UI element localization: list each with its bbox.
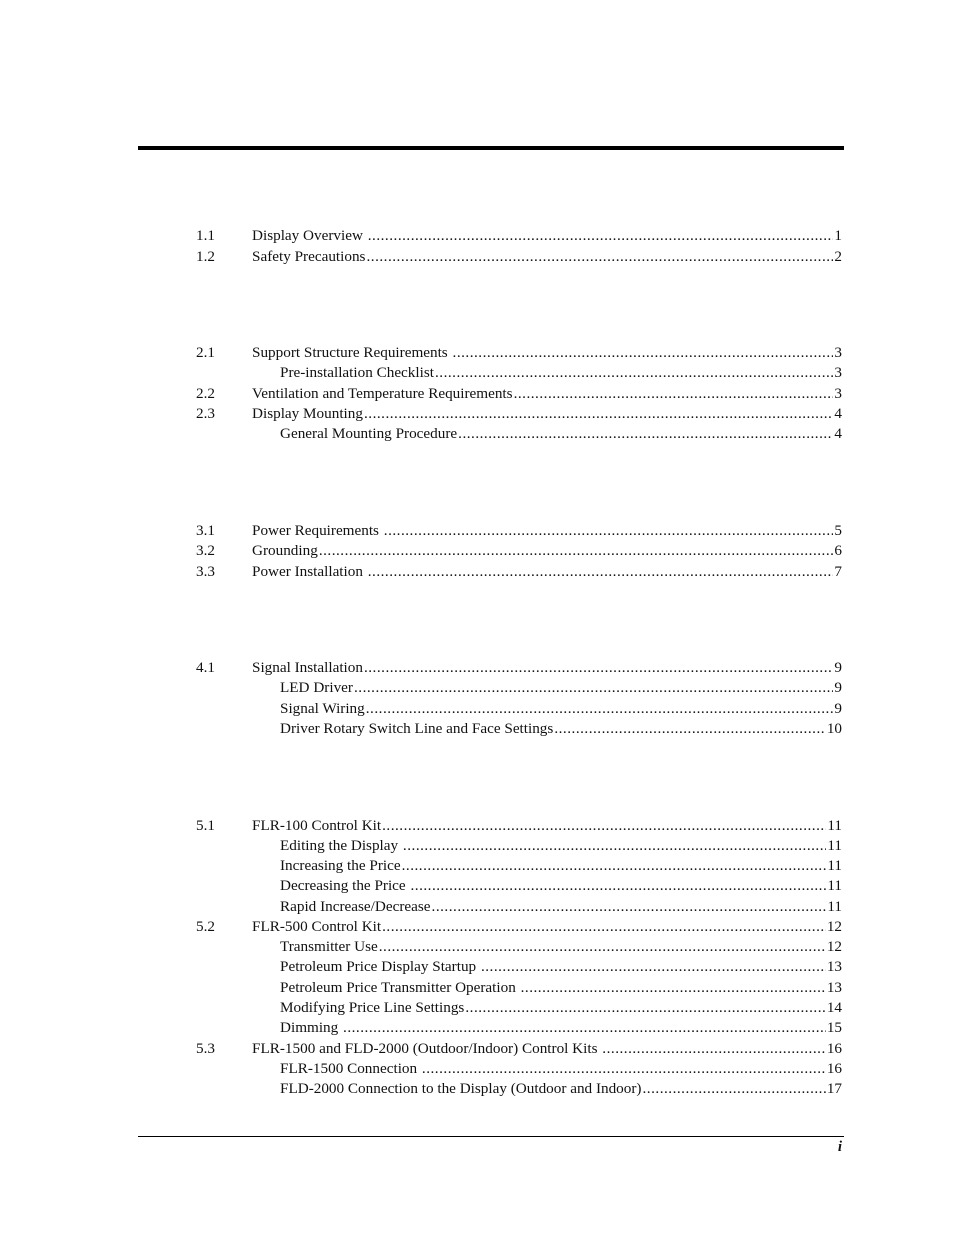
toc-entry-page: 9 bbox=[834, 659, 842, 676]
toc-entry-row bbox=[280, 897, 842, 917]
toc-entry-row bbox=[280, 719, 842, 739]
toc-entry-title: Dimming bbox=[280, 1019, 343, 1036]
toc-entry-title: Modifying Price Line Settings bbox=[280, 999, 465, 1016]
toc-entry-number: 4.1 bbox=[196, 659, 215, 676]
toc-entry[interactable] bbox=[196, 1079, 842, 1099]
toc-entry-title: Pre-installation Checklist bbox=[280, 364, 434, 381]
toc-entry-row bbox=[252, 541, 842, 561]
toc-entry[interactable] bbox=[196, 521, 842, 541]
toc-entry[interactable] bbox=[196, 937, 842, 957]
toc-entry[interactable] bbox=[196, 658, 842, 678]
toc-entry-row bbox=[280, 1018, 842, 1038]
toc-dot-leader bbox=[481, 957, 826, 977]
toc-dot-leader bbox=[602, 1039, 826, 1059]
toc-dot-leader bbox=[402, 856, 827, 876]
toc-entry-title: Display Mounting bbox=[252, 405, 363, 422]
toc-entry-number: 3.2 bbox=[196, 542, 215, 559]
toc-entry-number: 5.3 bbox=[196, 1040, 215, 1057]
toc-entry[interactable] bbox=[196, 1018, 842, 1038]
toc-entry-row bbox=[280, 699, 842, 719]
toc-entry[interactable] bbox=[196, 562, 842, 582]
toc-entry[interactable] bbox=[196, 816, 842, 836]
toc-dot-leader bbox=[364, 658, 833, 678]
toc-entry-page: 4 bbox=[834, 425, 842, 442]
toc-dot-leader bbox=[465, 998, 825, 1018]
toc-dot-leader bbox=[410, 876, 826, 896]
toc-dot-leader bbox=[354, 678, 833, 698]
toc-entry[interactable] bbox=[196, 363, 842, 383]
toc-dot-leader bbox=[458, 424, 833, 444]
toc-entry[interactable] bbox=[196, 998, 842, 1018]
toc-dot-leader bbox=[366, 247, 833, 267]
toc-dot-leader bbox=[382, 917, 826, 937]
toc-dot-leader bbox=[343, 1018, 826, 1038]
toc-dot-leader bbox=[368, 562, 834, 582]
toc-entry-page: 16 bbox=[826, 1060, 842, 1077]
toc-entry-row bbox=[252, 658, 842, 678]
toc-entry[interactable] bbox=[196, 719, 842, 739]
toc-entry-title: Ventilation and Temperature Requirements bbox=[252, 385, 513, 402]
toc-entry[interactable] bbox=[196, 957, 842, 977]
toc-entry-title: Petroleum Price Display Startup bbox=[280, 958, 480, 975]
toc-entry[interactable] bbox=[196, 897, 842, 917]
toc-entry-row bbox=[280, 856, 842, 876]
toc-dot-leader bbox=[366, 699, 834, 719]
toc-entry-row bbox=[252, 226, 842, 246]
toc-entry[interactable] bbox=[196, 856, 842, 876]
toc-entry-row bbox=[252, 247, 842, 267]
toc-entry-title: Petroleum Price Transmitter Operation bbox=[280, 979, 520, 996]
toc-entry-page: 11 bbox=[827, 837, 842, 854]
toc-entry-title: Power Requirements bbox=[252, 522, 383, 539]
toc-entry-title: Editing the Display bbox=[280, 837, 402, 854]
toc-entry-page: 3 bbox=[834, 364, 842, 381]
toc-entry-page: 2 bbox=[834, 248, 842, 265]
toc-entry-title: Grounding bbox=[252, 542, 318, 559]
toc-entry-title: Power Installation bbox=[252, 563, 367, 580]
toc-entry-page: 14 bbox=[826, 999, 842, 1016]
toc-entry[interactable] bbox=[196, 876, 842, 896]
toc-entry-number: 1.1 bbox=[196, 227, 215, 244]
toc-entry-page: 13 bbox=[826, 958, 842, 975]
toc-entry-page: 3 bbox=[834, 385, 842, 402]
toc-entry[interactable] bbox=[196, 917, 842, 937]
toc-entry[interactable] bbox=[196, 836, 842, 856]
toc-entry-title: Safety Precautions bbox=[252, 248, 366, 265]
toc-entry-page: 6 bbox=[834, 542, 842, 559]
toc-entry-page: 11 bbox=[827, 817, 842, 834]
toc-dot-leader bbox=[453, 343, 834, 363]
toc-entry-page: 5 bbox=[834, 522, 842, 539]
toc-dot-leader bbox=[422, 1059, 826, 1079]
toc-entry-page: 7 bbox=[834, 563, 842, 580]
toc-entry-row bbox=[280, 1079, 842, 1099]
footer-rule bbox=[138, 1136, 844, 1137]
toc-entry[interactable] bbox=[196, 678, 842, 698]
toc-dot-leader bbox=[514, 384, 834, 404]
toc-entry-page: 11 bbox=[827, 857, 842, 874]
toc-dot-leader bbox=[435, 363, 833, 383]
toc-dot-leader bbox=[554, 719, 825, 739]
toc-dot-leader bbox=[432, 897, 827, 917]
toc-entry-page: 16 bbox=[826, 1040, 842, 1057]
toc-entry-row bbox=[280, 998, 842, 1018]
toc-dot-leader bbox=[368, 226, 834, 246]
toc-entry[interactable] bbox=[196, 1039, 842, 1059]
toc-entry-page: 9 bbox=[834, 679, 842, 696]
toc-entry-page: 3 bbox=[834, 344, 842, 361]
toc-entry-row bbox=[280, 876, 842, 896]
toc-entry[interactable] bbox=[196, 978, 842, 998]
toc-dot-leader bbox=[364, 404, 833, 424]
toc-entry-row bbox=[252, 1039, 842, 1059]
toc-entry-title: FLR-1500 and FLD-2000 (Outdoor/Indoor) Control Kits bbox=[252, 1040, 602, 1057]
toc-entry-row bbox=[280, 678, 842, 698]
toc-entry-row bbox=[252, 404, 842, 424]
toc-entry-row bbox=[280, 957, 842, 977]
toc-entry[interactable] bbox=[196, 226, 842, 246]
toc-entry-row bbox=[280, 937, 842, 957]
toc-entry-page: 9 bbox=[834, 700, 842, 717]
toc-entry-title: Increasing the Price bbox=[280, 857, 401, 874]
toc-entry-title: Transmitter Use bbox=[280, 938, 378, 955]
toc-entry-row bbox=[252, 816, 842, 836]
toc-entry-row bbox=[280, 424, 842, 444]
toc-entry-page: 12 bbox=[826, 938, 842, 955]
toc-entry[interactable] bbox=[196, 384, 842, 404]
toc-entry-row bbox=[280, 363, 842, 383]
toc-entry[interactable] bbox=[196, 404, 842, 424]
toc-entry-row bbox=[280, 978, 842, 998]
toc-entry-title: General Mounting Procedure bbox=[280, 425, 458, 442]
toc-entry-page: 4 bbox=[834, 405, 842, 422]
toc-entry-number: 5.2 bbox=[196, 918, 215, 935]
toc-entry-number: 2.1 bbox=[196, 344, 215, 361]
toc-dot-leader bbox=[384, 521, 834, 541]
toc-dot-leader bbox=[643, 1079, 826, 1099]
toc-entry-number: 1.2 bbox=[196, 248, 215, 265]
toc-entry[interactable] bbox=[196, 424, 842, 444]
toc-entry[interactable] bbox=[196, 1059, 842, 1079]
toc-entry-title: Rapid Increase/Decrease bbox=[280, 898, 431, 915]
toc-entry-number: 3.1 bbox=[196, 522, 215, 539]
toc-entry-title: Decreasing the Price bbox=[280, 877, 410, 894]
toc-entry-row bbox=[280, 1059, 842, 1079]
toc-entry-number: 5.1 bbox=[196, 817, 215, 834]
page-number: i bbox=[837, 1139, 842, 1155]
toc-entry-number: 3.3 bbox=[196, 563, 215, 580]
toc-entry[interactable] bbox=[196, 699, 842, 719]
toc-entry-page: 11 bbox=[827, 877, 842, 894]
toc-dot-leader bbox=[379, 937, 826, 957]
toc-entry[interactable] bbox=[196, 247, 842, 267]
toc-dot-leader bbox=[319, 541, 834, 561]
toc-entry-page: 10 bbox=[826, 720, 842, 737]
toc-entry-page: 12 bbox=[826, 918, 842, 935]
toc-entry-number: 2.3 bbox=[196, 405, 215, 422]
toc-entry-title: FLR-100 Control Kit bbox=[252, 817, 382, 834]
toc-entry-row bbox=[252, 917, 842, 937]
toc-dot-leader bbox=[521, 978, 826, 998]
toc-entry-title: Display Overview bbox=[252, 227, 367, 244]
toc-entry-page: 11 bbox=[827, 898, 842, 915]
toc-entry-row bbox=[252, 562, 842, 582]
toc-entry-title: Driver Rotary Switch Line and Face Settings bbox=[280, 720, 554, 737]
toc-entry-number: 2.2 bbox=[196, 385, 215, 402]
toc-entry-page: 17 bbox=[826, 1080, 842, 1097]
toc-entry-title: FLR-1500 Connection bbox=[280, 1060, 421, 1077]
toc-entry[interactable] bbox=[196, 343, 842, 363]
toc-entry-title: Signal Installation bbox=[252, 659, 363, 676]
toc-entry[interactable] bbox=[196, 541, 842, 561]
toc-entry-row bbox=[252, 384, 842, 404]
toc-entry-title: Support Structure Requirements bbox=[252, 344, 452, 361]
toc-entry-title: Signal Wiring bbox=[280, 700, 365, 717]
toc-dot-leader bbox=[382, 816, 826, 836]
toc-entry-row bbox=[280, 836, 842, 856]
toc-entry-row bbox=[252, 521, 842, 541]
toc-entry-title: LED Driver bbox=[280, 679, 353, 696]
toc-entry-title: FLR-500 Control Kit bbox=[252, 918, 382, 935]
toc-dot-leader bbox=[403, 836, 826, 856]
toc-entry-page: 1 bbox=[834, 227, 842, 244]
toc-entry-page: 15 bbox=[826, 1019, 842, 1036]
toc-entry-row bbox=[252, 343, 842, 363]
toc-entry-title: FLD-2000 Connection to the Display (Outdoor and Indoor) bbox=[280, 1080, 642, 1097]
toc-entry-page: 13 bbox=[826, 979, 842, 996]
